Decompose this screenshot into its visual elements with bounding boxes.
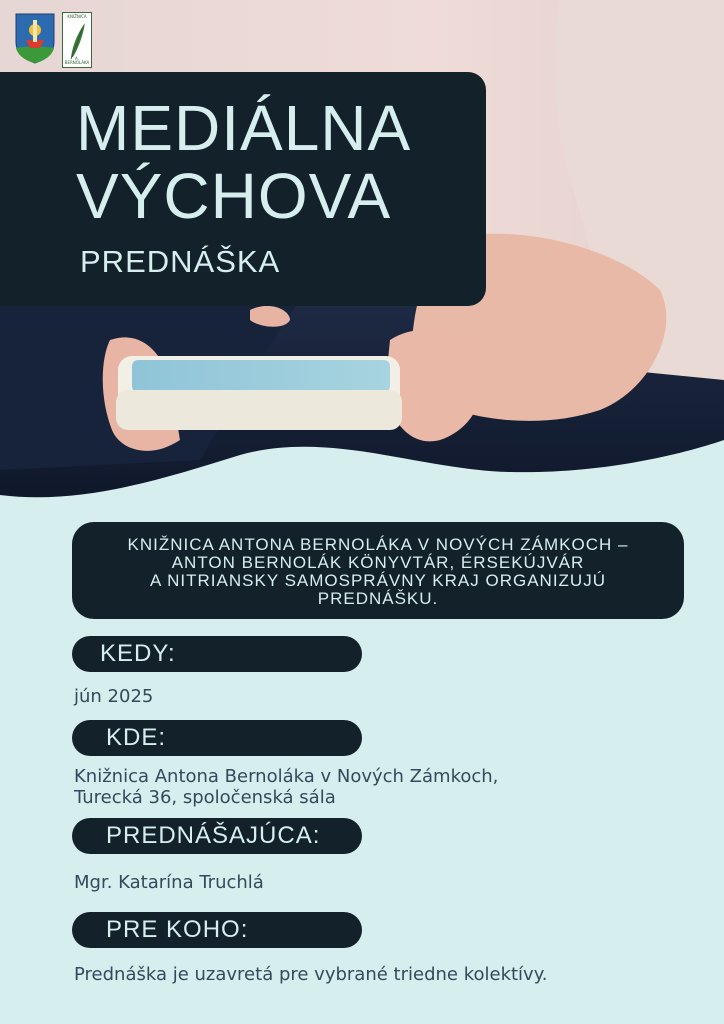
organizers-line: A NITRIANSKY SAMOSPRÁVNY KRAJ ORGANIZUJÚ <box>150 571 606 590</box>
organizers-line: PREDNÁŠKU. <box>317 589 439 608</box>
page-subtitle: PREDNÁŠKA <box>80 244 281 279</box>
library-logo-text-bottom: A. BERNOLÁKA <box>64 56 90 65</box>
audience-label: PRE KOHO: <box>72 912 362 948</box>
where-value-line-1: Knižnica Antona Bernoláka v Nových Zámkoch, <box>74 766 499 787</box>
organizers-line: KNIŽNICA ANTONA BERNOLÁKA V NOVÝCH ZÁMKOCH – <box>127 535 629 554</box>
library-logo-text-top: KNIŽNICA <box>67 14 87 19</box>
where-value-line-2: Turecká 36, spoločenská sála <box>74 787 336 808</box>
audience-value: Prednáška je uzavretá pre vybrané triedne kolektívy. <box>74 964 548 985</box>
city-coat-of-arms-icon <box>14 12 56 64</box>
lecturer-value: Mgr. Katarína Truchlá <box>74 872 264 893</box>
when-value: jún 2025 <box>74 686 154 707</box>
where-value <box>74 766 498 808</box>
page-title-line-2: VÝCHOVA <box>76 160 392 232</box>
when-label: KEDY: <box>72 636 362 672</box>
title-panel <box>0 72 486 306</box>
organizers-panel <box>72 522 684 619</box>
page-title-line-1: MEDIÁLNA <box>76 92 412 164</box>
logo-group <box>14 12 92 68</box>
library-feather-logo-icon <box>62 12 92 68</box>
organizers-line: ANTON BERNOLÁK KÖNYVTÁR, ÉRSEKÚJVÁR <box>171 553 585 572</box>
where-label: KDE: <box>72 720 362 756</box>
lecturer-label: PREDNÁŠAJÚCA: <box>72 818 362 854</box>
